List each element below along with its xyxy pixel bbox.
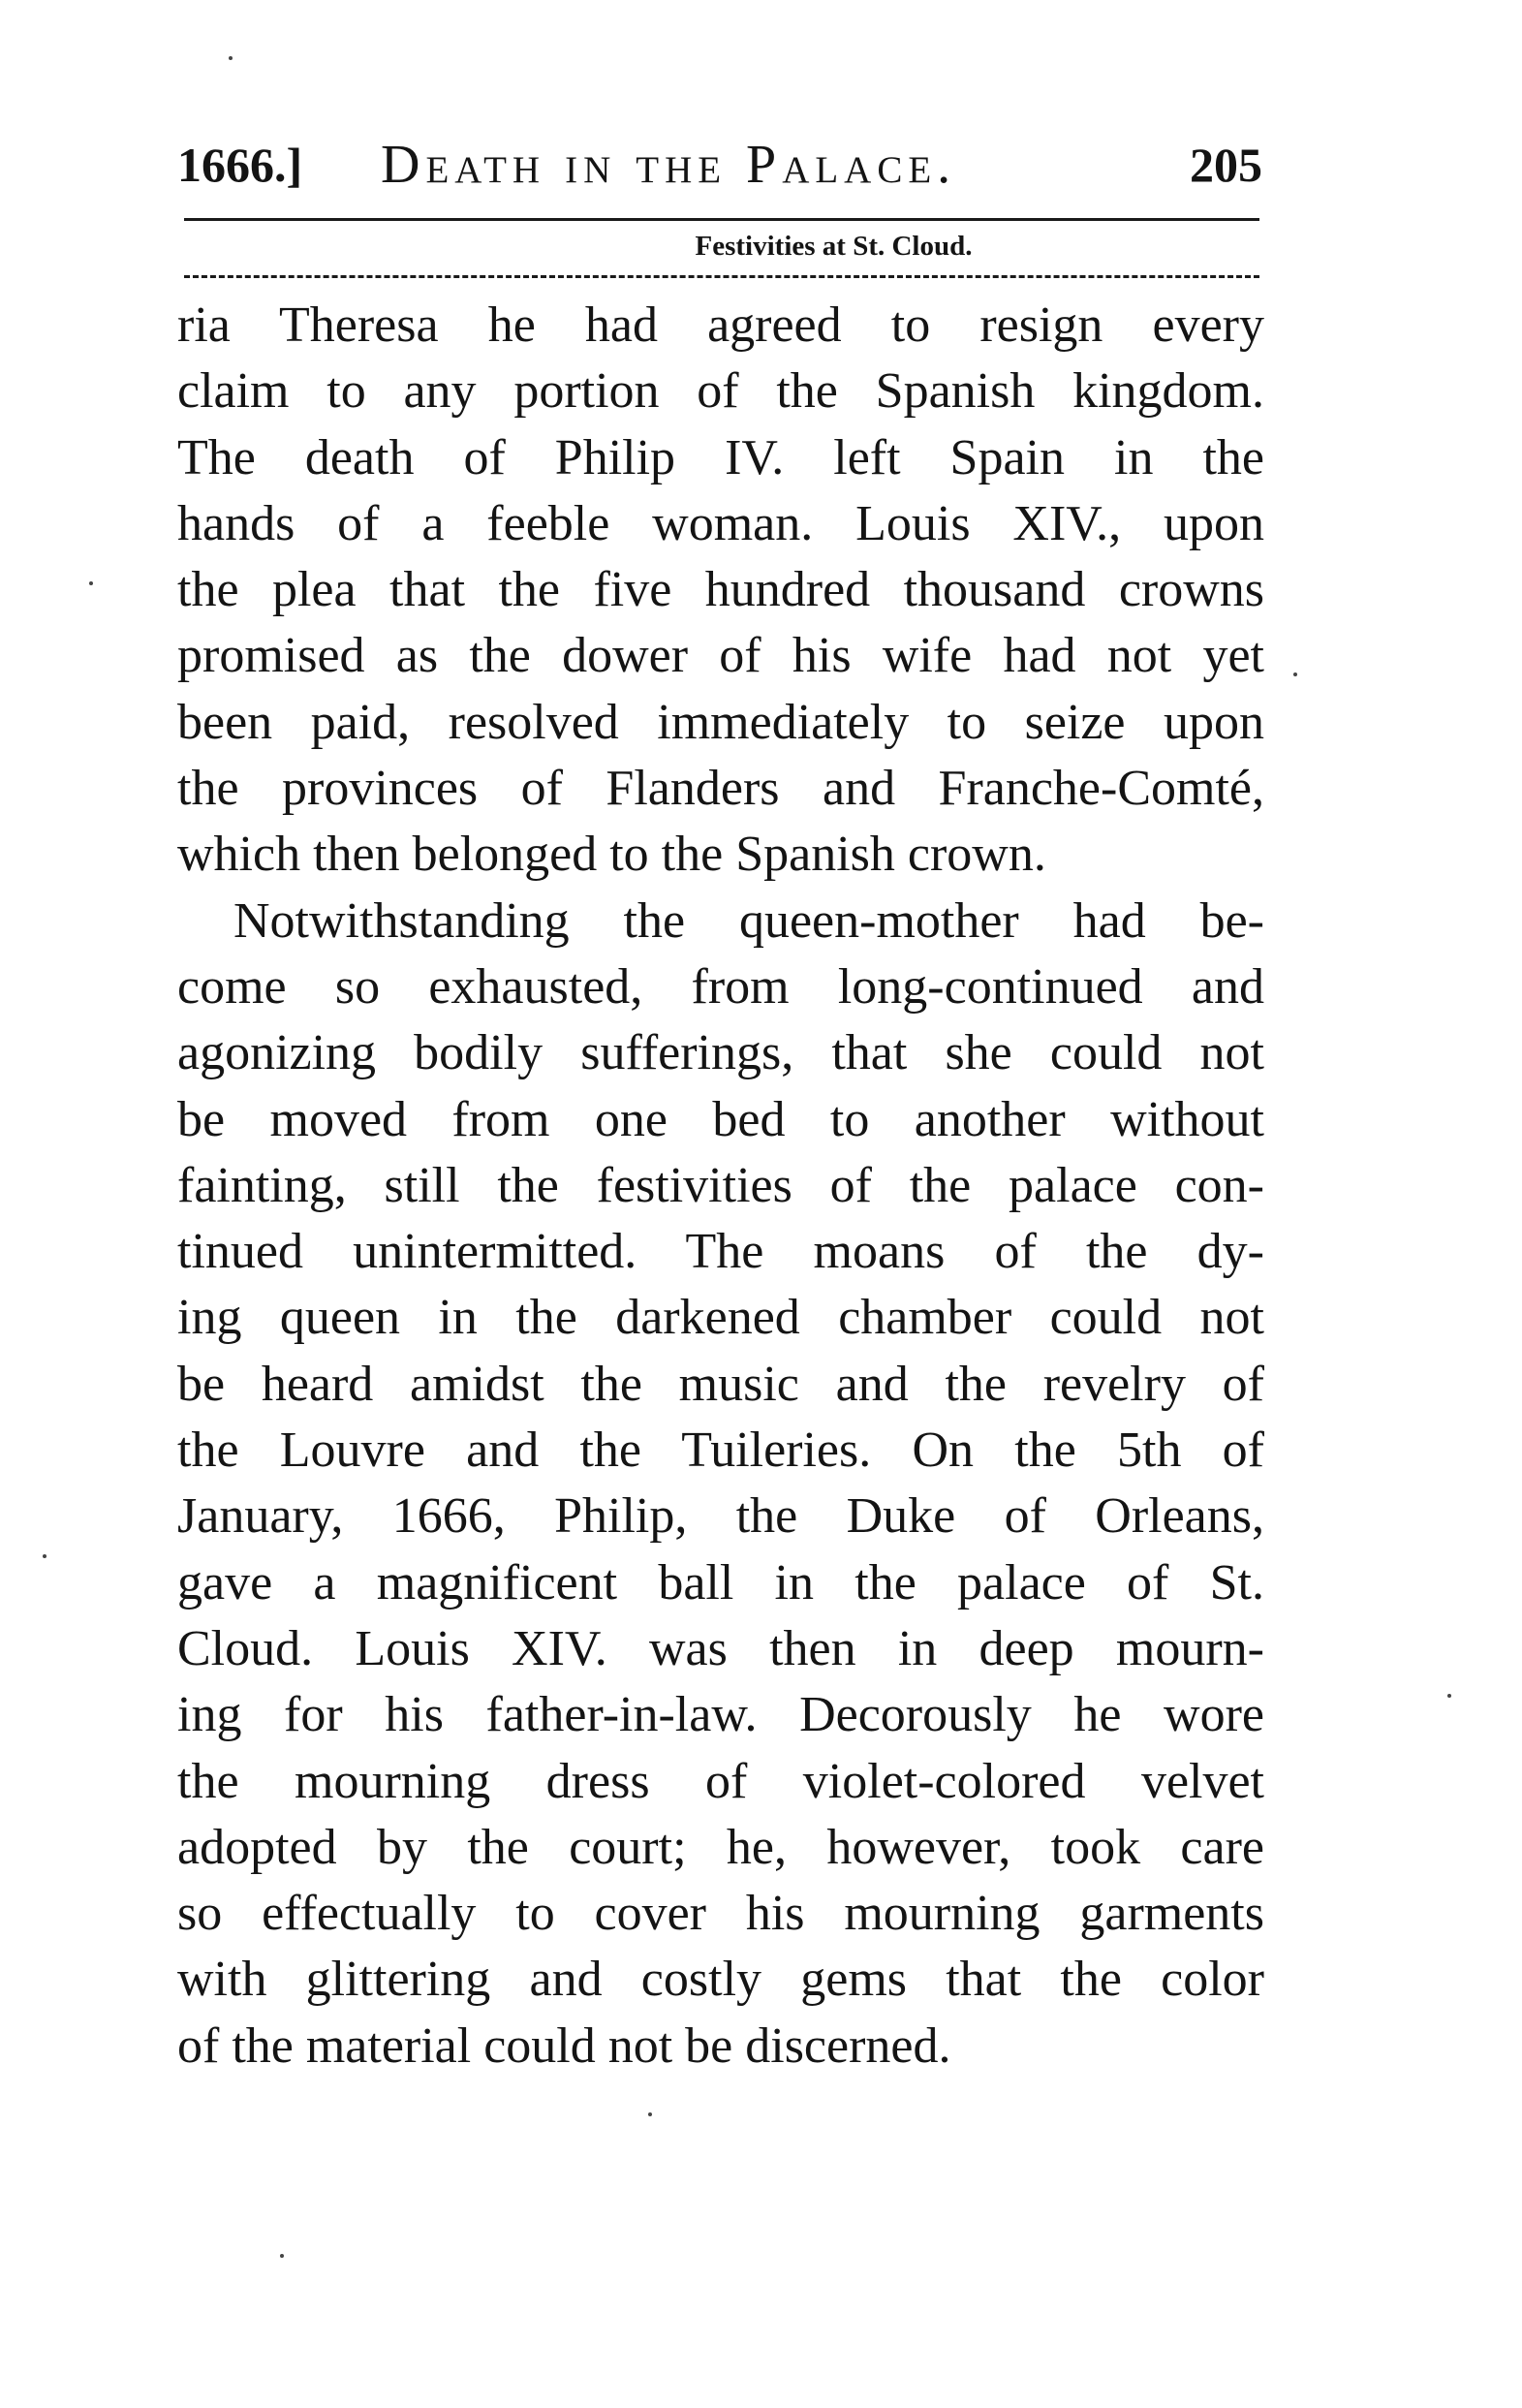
scan-speck	[280, 2254, 284, 2258]
text-line: claim to any portion of the Spanish kingdom.	[177, 363, 1264, 420]
text-line: tinued unintermitted. The moans of the dy-	[177, 1224, 1264, 1280]
header-rule	[184, 218, 1259, 221]
text-line: Notwithstanding the queen-mother had be-	[233, 892, 1264, 949]
subheading-rule	[184, 275, 1259, 278]
text-line: Cloud. Louis XIV. was then in deep mourn-	[177, 1620, 1264, 1676]
scan-speck	[648, 2112, 652, 2116]
text-line: ing queen in the darkened chamber could not	[177, 1290, 1264, 1346]
paragraph-2	[177, 889, 1264, 2080]
text-line: so effectually to cover his mourning garments	[177, 1886, 1264, 1942]
text-line: ria Theresa he had agreed to resign every	[177, 297, 1264, 353]
text-line: ing for his father-in-law. Decorously he wore	[177, 1687, 1264, 1743]
text-line: of the material could not be discerned.	[177, 2017, 951, 2074]
text-line: fainting, still the festivities of the palace con-	[177, 1157, 1264, 1213]
text-line: with glittering and costly gems that the color	[177, 1952, 1264, 2008]
section-subheading: Festivities at St. Cloud.	[695, 231, 973, 262]
text-line: be heard amidst the music and the revelry of	[177, 1356, 1264, 1412]
text-line: come so exhausted, from long-continued and	[177, 958, 1264, 1015]
text-line: been paid, resolved immediately to seize upon	[177, 694, 1264, 750]
text-line: the Louvre and the Tuileries. On the 5th of	[177, 1423, 1264, 1479]
header-title: Death in the Palace.	[381, 135, 957, 195]
scan-speck	[229, 56, 233, 60]
text-line: adopted by the court; he, however, took care	[177, 1819, 1264, 1875]
text-line: be moved from one bed to another without	[177, 1091, 1264, 1147]
text-line: the provinces of Flanders and Franche-Comté,	[177, 761, 1264, 817]
text-line: gave a magnificent ball in the palace of St.	[177, 1554, 1264, 1611]
body-text	[177, 293, 1264, 2080]
paragraph-1	[177, 293, 1264, 889]
text-line: the mourning dress of violet-colored velvet	[177, 1753, 1264, 1809]
running-header	[177, 126, 1262, 203]
header-year: 1666.]	[177, 138, 303, 192]
text-line: which then belonged to the Spanish crown.	[177, 827, 1046, 883]
page-number: 205	[1190, 138, 1262, 192]
scan-speck	[89, 581, 93, 585]
scan-speck	[43, 1554, 47, 1558]
text-line: promised as the dower of his wife had not yet	[177, 628, 1264, 684]
scan-speck	[1447, 1694, 1451, 1698]
text-line: January, 1666, Philip, the Duke of Orleans,	[177, 1488, 1264, 1545]
text-line: agonizing bodily sufferings, that she could not	[177, 1025, 1264, 1081]
text-line: hands of a feeble woman. Louis XIV., upon	[177, 495, 1264, 551]
text-line: The death of Philip IV. left Spain in the	[177, 429, 1264, 485]
scan-speck	[1293, 672, 1297, 676]
text-line: the plea that the five hundred thousand crowns	[177, 562, 1264, 618]
